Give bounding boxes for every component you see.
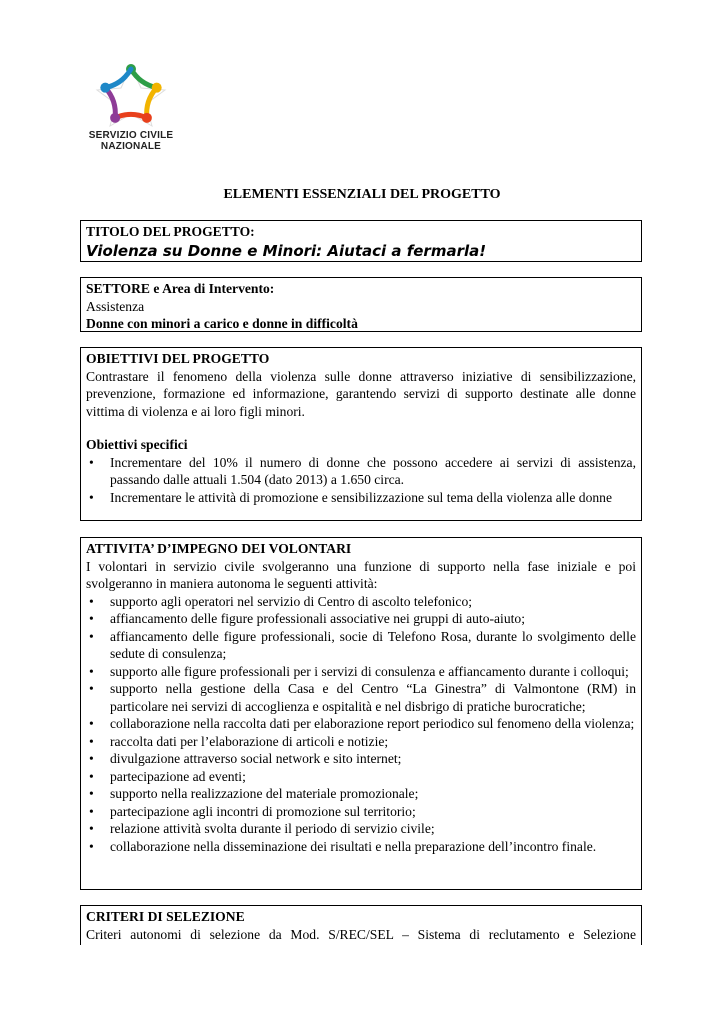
project-title-value: Violenza su Donne e Minori: Aiutaci a fermarla! (86, 241, 487, 260)
list-item: • supporto alle figure professionali per i servizi di consulenza e affiancamento durante i colloqui; (86, 663, 636, 681)
sector-label (86, 280, 636, 298)
sector-box (80, 277, 642, 332)
sector-value: Assistenza (86, 298, 145, 314)
selection-criteria-heading: CRITERI DI SELEZIONE (86, 909, 245, 924)
list-item: • collaborazione nella raccolta dati per elaborazione report periodico sul fenomeno della violenza; (86, 715, 636, 733)
list-item: • partecipazione ad eventi; (86, 768, 636, 786)
logo-line-2: NAZIONALE (100, 141, 162, 152)
list-item: • divulgazione attraverso social network e sito internet; (86, 750, 636, 768)
selection-criteria-box (80, 905, 642, 945)
objectives-heading: OBIETTIVI DEL PROGETTO (86, 351, 270, 366)
logo (86, 58, 176, 163)
project-title-label: TITOLO DEL PROGETTO: (86, 224, 255, 239)
objectives-text: Contrastare il fenomeno della violenza sulle donne attraverso iniziative di sensibilizzazione, prevenzione, formazione ed informazione, garantendo servizi di supporto destinate alle donne vittima di violenza e ai loro figli minori. (86, 368, 636, 419)
list-item: • Incrementare le attività di promozione e sensibilizzazione sul tema della violenza alle donne (86, 489, 636, 507)
logo-figure-body (105, 69, 131, 88)
list-item: • raccolta dati per l’elaborazione di articoli e notizie; (86, 733, 636, 751)
list-item: • supporto agli operatori nel servizio di Centro di ascolto telefonico; (86, 593, 636, 611)
intervention-area: Donne con minori a carico e donne in difficoltà (86, 316, 358, 331)
specific-objectives-list (86, 454, 636, 507)
selection-criteria-text: Criteri autonomi di selezione da Mod. S/REC/SEL – Sistema di reclutamento e Selezione (86, 926, 636, 942)
logo-text (86, 130, 176, 152)
list-item: • affiancamento delle figure professionali associative nei gruppi di auto-aiuto; (86, 610, 636, 628)
specific-objectives-heading: Obiettivi specifici (86, 437, 188, 452)
list-item: • supporto nella gestione della Casa e del Centro “La Ginestra” di Valmontone (RM) in particolare nei servizi di accoglienza e ospitalità e nel disbrigo di pratiche burocratiche; (86, 680, 636, 715)
project-title-box (80, 220, 642, 262)
list-item: • supporto nella realizzazione del materiale promozionale; (86, 785, 636, 803)
list-item: • relazione attività svolta durante il periodo di servizio civile; (86, 820, 636, 838)
list-item: • collaborazione nella disseminazione dei risultati e nella preparazione dell’incontro finale. (86, 838, 636, 856)
activities-box (80, 537, 642, 890)
list-item: • partecipazione agli incontri di promozione sul territorio; (86, 803, 636, 821)
document-title: ELEMENTI ESSENZIALI DEL PROGETTO (223, 187, 501, 202)
sector-label-rest: e Area di Intervento: (149, 281, 275, 296)
list-item: • Incrementare del 10% il numero di donne che possono accedere ai servizi di assistenza, passando dalle attuali 1.504 (dato 2013) a 1.650 circa. (86, 454, 636, 489)
sector-label-bold: SETTORE (86, 281, 150, 296)
servizio-civile-star-logo-icon (86, 58, 176, 130)
activities-intro: I volontari in servizio civile svolgeranno una funzione di supporto nella fase iniziale e poi svolgeranno in maniera autonoma le seguenti attività: (86, 558, 636, 591)
logo-line-1: SERVIZIO CIVILE (88, 130, 174, 141)
objectives-box (80, 347, 642, 521)
activities-heading: ATTIVITA’ D’IMPEGNO DEI VOLONTARI (86, 541, 352, 556)
list-item: • affiancamento delle figure professionali, socie di Telefono Rosa, durante lo svolgimento delle sedute di consulenza; (86, 628, 636, 663)
activities-list (86, 593, 636, 856)
